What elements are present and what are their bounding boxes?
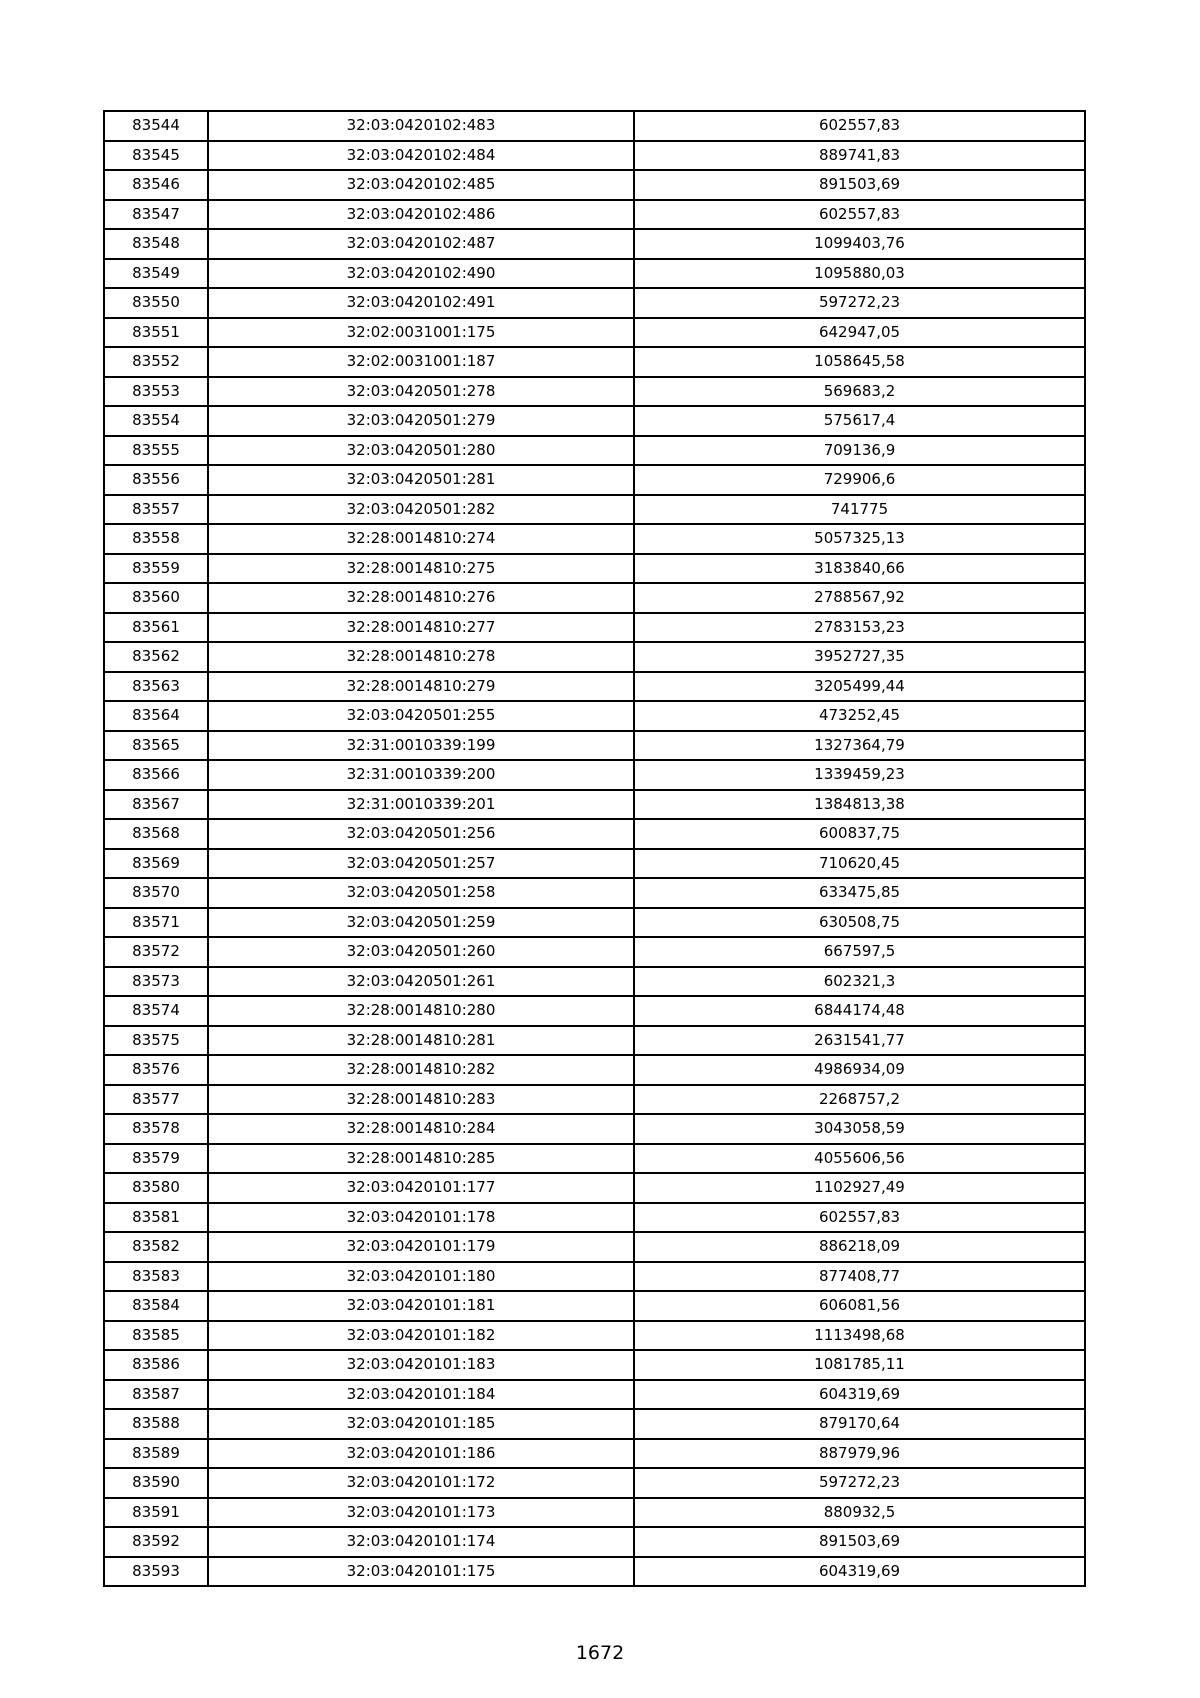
cadastral-number-cell: 32:31:0010339:201 bbox=[208, 790, 634, 820]
table-row bbox=[104, 554, 1085, 584]
value-cell: 602557,83 bbox=[634, 1203, 1085, 1233]
table-row bbox=[104, 1262, 1085, 1292]
cadastral-number-cell: 32:03:0420501:258 bbox=[208, 878, 634, 908]
value-cell: 602321,3 bbox=[634, 967, 1085, 997]
row-number-cell: 83584 bbox=[104, 1291, 208, 1321]
value-cell: 1099403,76 bbox=[634, 229, 1085, 259]
value-cell: 1339459,23 bbox=[634, 760, 1085, 790]
cadastral-number-cell: 32:03:0420102:486 bbox=[208, 200, 634, 230]
row-number-cell: 83563 bbox=[104, 672, 208, 702]
cadastral-number-cell: 32:03:0420102:487 bbox=[208, 229, 634, 259]
row-number-cell: 83593 bbox=[104, 1557, 208, 1587]
row-number-cell: 83572 bbox=[104, 937, 208, 967]
row-number-cell: 83586 bbox=[104, 1350, 208, 1380]
value-cell: 5057325,13 bbox=[634, 524, 1085, 554]
table-row bbox=[104, 377, 1085, 407]
table-row bbox=[104, 1380, 1085, 1410]
row-number-cell: 83577 bbox=[104, 1085, 208, 1115]
row-number-cell: 83590 bbox=[104, 1468, 208, 1498]
table-row bbox=[104, 259, 1085, 289]
table-row bbox=[104, 1085, 1085, 1115]
row-number-cell: 83558 bbox=[104, 524, 208, 554]
cadastral-number-cell: 32:03:0420501:278 bbox=[208, 377, 634, 407]
row-number-cell: 83545 bbox=[104, 141, 208, 171]
row-number-cell: 83549 bbox=[104, 259, 208, 289]
value-cell: 741775 bbox=[634, 495, 1085, 525]
cadastral-number-cell: 32:03:0420101:175 bbox=[208, 1557, 634, 1587]
cadastral-number-cell: 32:03:0420101:180 bbox=[208, 1262, 634, 1292]
cadastral-number-cell: 32:28:0014810:281 bbox=[208, 1026, 634, 1056]
row-number-cell: 83561 bbox=[104, 613, 208, 643]
row-number-cell: 83553 bbox=[104, 377, 208, 407]
table-row bbox=[104, 1498, 1085, 1528]
row-number-cell: 83571 bbox=[104, 908, 208, 938]
cadastral-number-cell: 32:31:0010339:200 bbox=[208, 760, 634, 790]
cadastral-number-cell: 32:03:0420102:483 bbox=[208, 111, 634, 141]
row-number-cell: 83555 bbox=[104, 436, 208, 466]
row-number-cell: 83573 bbox=[104, 967, 208, 997]
row-number-cell: 83587 bbox=[104, 1380, 208, 1410]
value-cell: 891503,69 bbox=[634, 170, 1085, 200]
value-cell: 606081,56 bbox=[634, 1291, 1085, 1321]
row-number-cell: 83574 bbox=[104, 996, 208, 1026]
table-row bbox=[104, 760, 1085, 790]
table-row bbox=[104, 1291, 1085, 1321]
value-cell: 3183840,66 bbox=[634, 554, 1085, 584]
row-number-cell: 83556 bbox=[104, 465, 208, 495]
cadastral-number-cell: 32:28:0014810:276 bbox=[208, 583, 634, 613]
cadastral-number-cell: 32:02:0031001:187 bbox=[208, 347, 634, 377]
table-row bbox=[104, 465, 1085, 495]
table-row bbox=[104, 849, 1085, 879]
cadastral-number-cell: 32:03:0420101:172 bbox=[208, 1468, 634, 1498]
table-row bbox=[104, 790, 1085, 820]
row-number-cell: 83580 bbox=[104, 1173, 208, 1203]
value-cell: 2788567,92 bbox=[634, 583, 1085, 613]
cadastral-number-cell: 32:03:0420501:255 bbox=[208, 701, 634, 731]
row-number-cell: 83591 bbox=[104, 1498, 208, 1528]
row-number-cell: 83589 bbox=[104, 1439, 208, 1469]
row-number-cell: 83548 bbox=[104, 229, 208, 259]
value-cell: 1102927,49 bbox=[634, 1173, 1085, 1203]
page-number: 1672 bbox=[575, 1642, 625, 1664]
row-number-cell: 83551 bbox=[104, 318, 208, 348]
table-row bbox=[104, 878, 1085, 908]
cadastral-number-cell: 32:28:0014810:277 bbox=[208, 613, 634, 643]
table-row bbox=[104, 642, 1085, 672]
value-cell: 597272,23 bbox=[634, 288, 1085, 318]
value-cell: 710620,45 bbox=[634, 849, 1085, 879]
row-number-cell: 83550 bbox=[104, 288, 208, 318]
value-cell: 630508,75 bbox=[634, 908, 1085, 938]
table-row bbox=[104, 996, 1085, 1026]
cadastral-number-cell: 32:03:0420501:281 bbox=[208, 465, 634, 495]
row-number-cell: 83576 bbox=[104, 1055, 208, 1085]
table-row bbox=[104, 406, 1085, 436]
value-cell: 709136,9 bbox=[634, 436, 1085, 466]
row-number-cell: 83582 bbox=[104, 1232, 208, 1262]
table-row bbox=[104, 672, 1085, 702]
table-row bbox=[104, 288, 1085, 318]
cadastral-number-cell: 32:03:0420101:178 bbox=[208, 1203, 634, 1233]
table-row bbox=[104, 819, 1085, 849]
cadastral-number-cell: 32:02:0031001:175 bbox=[208, 318, 634, 348]
table-row bbox=[104, 111, 1085, 141]
value-cell: 1095880,03 bbox=[634, 259, 1085, 289]
row-number-cell: 83579 bbox=[104, 1144, 208, 1174]
table-row bbox=[104, 701, 1085, 731]
value-cell: 2268757,2 bbox=[634, 1085, 1085, 1115]
row-number-cell: 83557 bbox=[104, 495, 208, 525]
value-cell: 600837,75 bbox=[634, 819, 1085, 849]
value-cell: 4986934,09 bbox=[634, 1055, 1085, 1085]
value-cell: 6844174,48 bbox=[634, 996, 1085, 1026]
cadastral-number-cell: 32:28:0014810:278 bbox=[208, 642, 634, 672]
cadastral-number-cell: 32:03:0420102:490 bbox=[208, 259, 634, 289]
cadastral-number-cell: 32:28:0014810:284 bbox=[208, 1114, 634, 1144]
cadastral-number-cell: 32:03:0420101:181 bbox=[208, 1291, 634, 1321]
value-cell: 2783153,23 bbox=[634, 613, 1085, 643]
row-number-cell: 83565 bbox=[104, 731, 208, 761]
value-cell: 1113498,68 bbox=[634, 1321, 1085, 1351]
row-number-cell: 83583 bbox=[104, 1262, 208, 1292]
row-number-cell: 83592 bbox=[104, 1527, 208, 1557]
cadastral-number-cell: 32:28:0014810:283 bbox=[208, 1085, 634, 1115]
table-row bbox=[104, 583, 1085, 613]
value-cell: 1327364,79 bbox=[634, 731, 1085, 761]
table-row bbox=[104, 1144, 1085, 1174]
value-cell: 602557,83 bbox=[634, 111, 1085, 141]
value-cell: 729906,6 bbox=[634, 465, 1085, 495]
value-cell: 889741,83 bbox=[634, 141, 1085, 171]
table-body bbox=[104, 111, 1085, 1586]
cadastral-number-cell: 32:03:0420101:173 bbox=[208, 1498, 634, 1528]
row-number-cell: 83566 bbox=[104, 760, 208, 790]
data-table bbox=[103, 110, 1086, 1587]
value-cell: 2631541,77 bbox=[634, 1026, 1085, 1056]
row-number-cell: 83567 bbox=[104, 790, 208, 820]
value-cell: 602557,83 bbox=[634, 200, 1085, 230]
value-cell: 877408,77 bbox=[634, 1262, 1085, 1292]
value-cell: 880932,5 bbox=[634, 1498, 1085, 1528]
cadastral-number-cell: 32:03:0420501:282 bbox=[208, 495, 634, 525]
table-row bbox=[104, 613, 1085, 643]
cadastral-number-cell: 32:03:0420102:485 bbox=[208, 170, 634, 200]
cadastral-number-cell: 32:31:0010339:199 bbox=[208, 731, 634, 761]
table-row bbox=[104, 1232, 1085, 1262]
row-number-cell: 83575 bbox=[104, 1026, 208, 1056]
table-row bbox=[104, 170, 1085, 200]
row-number-cell: 83547 bbox=[104, 200, 208, 230]
row-number-cell: 83544 bbox=[104, 111, 208, 141]
value-cell: 887979,96 bbox=[634, 1439, 1085, 1469]
table-row bbox=[104, 1468, 1085, 1498]
cadastral-number-cell: 32:03:0420101:179 bbox=[208, 1232, 634, 1262]
cadastral-number-cell: 32:03:0420101:183 bbox=[208, 1350, 634, 1380]
table-row bbox=[104, 1527, 1085, 1557]
value-cell: 575617,4 bbox=[634, 406, 1085, 436]
value-cell: 667597,5 bbox=[634, 937, 1085, 967]
table-row bbox=[104, 1409, 1085, 1439]
value-cell: 3043058,59 bbox=[634, 1114, 1085, 1144]
table-row bbox=[104, 1026, 1085, 1056]
table-row bbox=[104, 200, 1085, 230]
table-row bbox=[104, 1321, 1085, 1351]
table-row bbox=[104, 318, 1085, 348]
value-cell: 642947,05 bbox=[634, 318, 1085, 348]
cadastral-number-cell: 32:28:0014810:274 bbox=[208, 524, 634, 554]
row-number-cell: 83552 bbox=[104, 347, 208, 377]
table-row bbox=[104, 1173, 1085, 1203]
cadastral-number-cell: 32:03:0420501:260 bbox=[208, 937, 634, 967]
row-number-cell: 83564 bbox=[104, 701, 208, 731]
cadastral-number-cell: 32:03:0420501:259 bbox=[208, 908, 634, 938]
cadastral-number-cell: 32:03:0420101:185 bbox=[208, 1409, 634, 1439]
table-row bbox=[104, 1557, 1085, 1587]
row-number-cell: 83559 bbox=[104, 554, 208, 584]
cadastral-number-cell: 32:28:0014810:280 bbox=[208, 996, 634, 1026]
cadastral-number-cell: 32:28:0014810:275 bbox=[208, 554, 634, 584]
row-number-cell: 83554 bbox=[104, 406, 208, 436]
table-row bbox=[104, 937, 1085, 967]
row-number-cell: 83546 bbox=[104, 170, 208, 200]
value-cell: 3205499,44 bbox=[634, 672, 1085, 702]
cadastral-number-cell: 32:03:0420501:279 bbox=[208, 406, 634, 436]
cadastral-number-cell: 32:03:0420102:491 bbox=[208, 288, 634, 318]
value-cell: 1384813,38 bbox=[634, 790, 1085, 820]
cadastral-number-cell: 32:03:0420501:261 bbox=[208, 967, 634, 997]
row-number-cell: 83588 bbox=[104, 1409, 208, 1439]
table-row bbox=[104, 967, 1085, 997]
table-row bbox=[104, 495, 1085, 525]
row-number-cell: 83560 bbox=[104, 583, 208, 613]
cadastral-number-cell: 32:03:0420101:182 bbox=[208, 1321, 634, 1351]
cadastral-number-cell: 32:03:0420501:257 bbox=[208, 849, 634, 879]
table-row bbox=[104, 1114, 1085, 1144]
row-number-cell: 83569 bbox=[104, 849, 208, 879]
value-cell: 1081785,11 bbox=[634, 1350, 1085, 1380]
cadastral-number-cell: 32:03:0420102:484 bbox=[208, 141, 634, 171]
table-row bbox=[104, 1439, 1085, 1469]
value-cell: 4055606,56 bbox=[634, 1144, 1085, 1174]
table-row bbox=[104, 141, 1085, 171]
cadastral-number-cell: 32:28:0014810:279 bbox=[208, 672, 634, 702]
value-cell: 879170,64 bbox=[634, 1409, 1085, 1439]
table-row bbox=[104, 908, 1085, 938]
value-cell: 473252,45 bbox=[634, 701, 1085, 731]
table-row bbox=[104, 731, 1085, 761]
row-number-cell: 83562 bbox=[104, 642, 208, 672]
value-cell: 604319,69 bbox=[634, 1557, 1085, 1587]
cadastral-number-cell: 32:28:0014810:282 bbox=[208, 1055, 634, 1085]
table-row bbox=[104, 229, 1085, 259]
cadastral-number-cell: 32:03:0420501:256 bbox=[208, 819, 634, 849]
table-row bbox=[104, 347, 1085, 377]
row-number-cell: 83585 bbox=[104, 1321, 208, 1351]
table-row bbox=[104, 1055, 1085, 1085]
row-number-cell: 83568 bbox=[104, 819, 208, 849]
table-row bbox=[104, 1203, 1085, 1233]
table-row bbox=[104, 524, 1085, 554]
row-number-cell: 83570 bbox=[104, 878, 208, 908]
row-number-cell: 83578 bbox=[104, 1114, 208, 1144]
cadastral-number-cell: 32:28:0014810:285 bbox=[208, 1144, 634, 1174]
value-cell: 569683,2 bbox=[634, 377, 1085, 407]
cadastral-number-cell: 32:03:0420101:186 bbox=[208, 1439, 634, 1469]
value-cell: 633475,85 bbox=[634, 878, 1085, 908]
cadastral-number-cell: 32:03:0420501:280 bbox=[208, 436, 634, 466]
cadastral-number-cell: 32:03:0420101:177 bbox=[208, 1173, 634, 1203]
value-cell: 604319,69 bbox=[634, 1380, 1085, 1410]
row-number-cell: 83581 bbox=[104, 1203, 208, 1233]
value-cell: 891503,69 bbox=[634, 1527, 1085, 1557]
value-cell: 3952727,35 bbox=[634, 642, 1085, 672]
table-row bbox=[104, 1350, 1085, 1380]
value-cell: 1058645,58 bbox=[634, 347, 1085, 377]
cadastral-number-cell: 32:03:0420101:174 bbox=[208, 1527, 634, 1557]
value-cell: 597272,23 bbox=[634, 1468, 1085, 1498]
cadastral-number-cell: 32:03:0420101:184 bbox=[208, 1380, 634, 1410]
value-cell: 886218,09 bbox=[634, 1232, 1085, 1262]
table-row bbox=[104, 436, 1085, 466]
